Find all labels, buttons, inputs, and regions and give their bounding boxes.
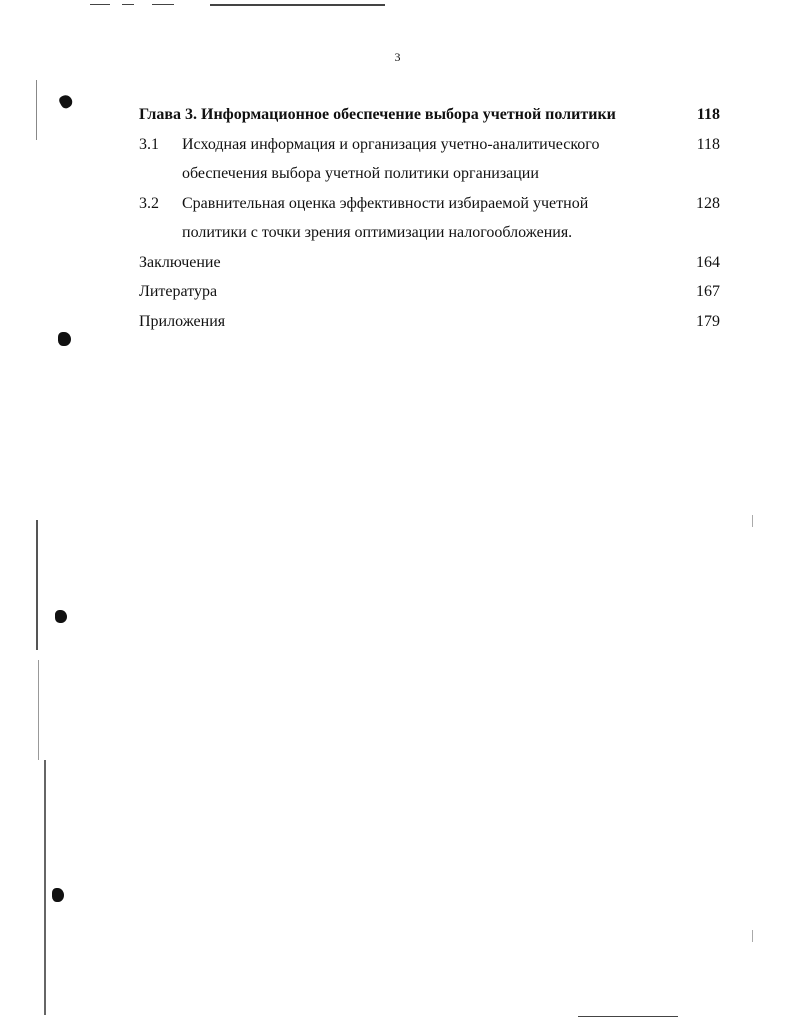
toc-chapter [139, 100, 720, 130]
toc-page-number: 118 [696, 135, 720, 153]
scan-top-line [90, 4, 110, 5]
toc-page-number: 118 [696, 106, 720, 123]
toc-section-title: политики с точки зрения оптимизации налогообложения. [182, 224, 573, 241]
hole-punch-mark [58, 332, 71, 346]
scan-left-edge [36, 80, 37, 140]
toc-page-number: 128 [696, 194, 720, 212]
scan-left-edge [44, 760, 46, 1015]
toc-entry-title: Приложения [139, 312, 226, 330]
scan-right-edge [752, 515, 753, 527]
scan-left-edge [36, 520, 38, 650]
toc-entry [139, 307, 720, 337]
scan-top-line [210, 4, 385, 6]
toc-section-number: 3.2 [139, 194, 159, 212]
toc-page-number: 164 [696, 253, 720, 271]
toc-section-title: Исходная информация и организация учетно-аналитического [182, 135, 600, 153]
hole-punch-mark [52, 888, 64, 902]
toc-section-title: обеспечения выбора учетной политики организации [182, 165, 539, 182]
toc-section-number: 3.1 [139, 135, 159, 153]
page-number: 3 [394, 50, 401, 64]
toc-section [139, 189, 720, 219]
toc-chapter-title: Глава 3. Информационное обеспечение выбора учетной политики [139, 106, 616, 123]
scan-left-edge [38, 660, 39, 760]
toc-section-continuation [139, 159, 720, 189]
scan-top-line [122, 4, 134, 5]
toc-section-title: Сравнительная оценка эффективности избираемой учетной [182, 194, 589, 212]
scan-bottom-line [578, 1016, 678, 1017]
toc-page-number: 179 [696, 312, 720, 330]
toc-entry [139, 248, 720, 278]
scan-top-line [152, 4, 174, 5]
toc-entry [139, 277, 720, 307]
toc-section-continuation [139, 218, 720, 248]
toc-entry-title: Заключение [139, 253, 221, 271]
scan-right-edge [752, 930, 753, 942]
toc-section [139, 130, 720, 160]
table-of-contents [139, 100, 720, 336]
toc-page-number: 167 [696, 283, 720, 300]
hole-punch-mark [55, 610, 67, 623]
hole-punch-mark [58, 93, 75, 110]
toc-entry-title: Литература [139, 283, 218, 300]
